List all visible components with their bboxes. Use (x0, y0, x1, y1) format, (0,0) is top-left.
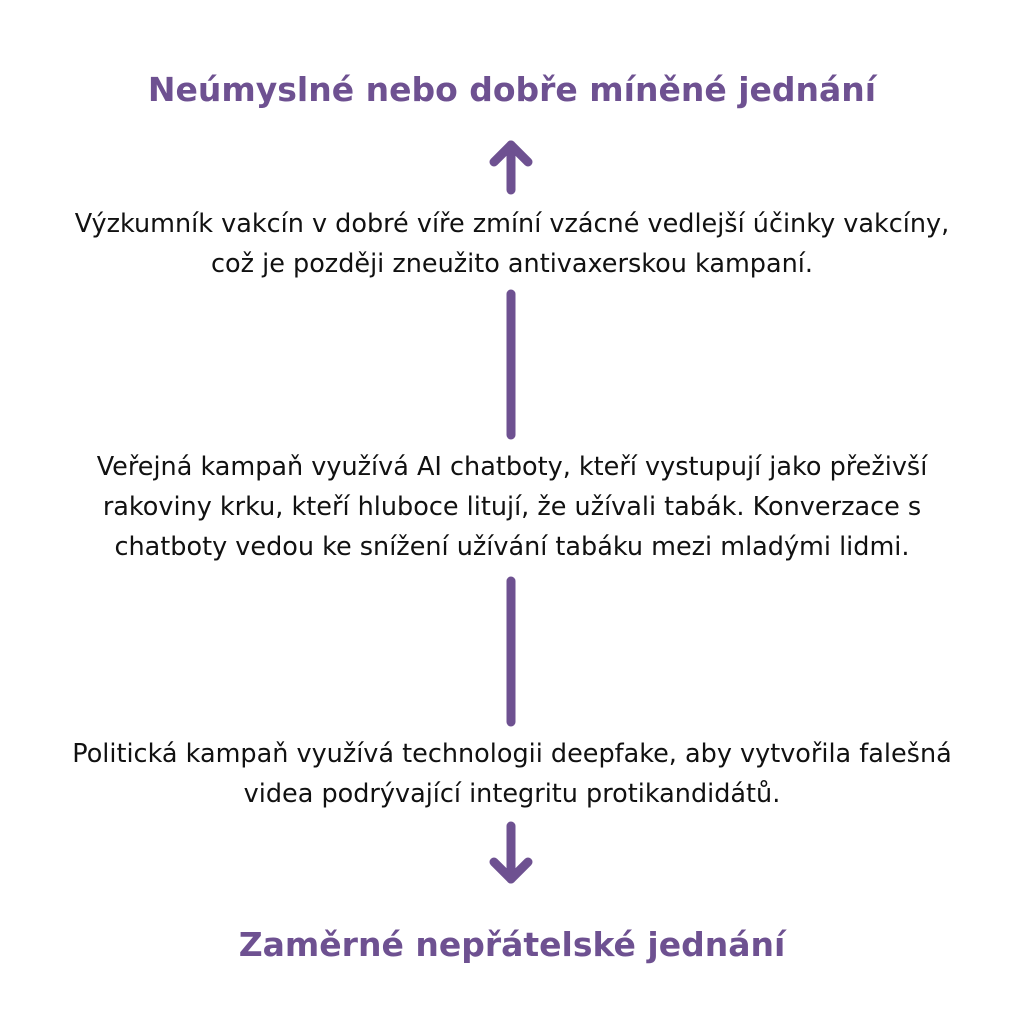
arrow-up-icon (494, 145, 528, 190)
example-line: což je později zneužito antivaxerskou kampaní. (211, 249, 813, 279)
example-line: Veřejná kampaň využívá AI chatboty, kteří vystupují jako přeživší (96, 452, 928, 482)
arrow-down-icon (494, 826, 528, 879)
example-line: chatboty vedou ke snížení užívání tabáku mezi mladými lidmi. (114, 532, 910, 562)
example-line: videa podrývající integritu protikandidátů. (243, 779, 781, 809)
example-line: Výzkumník vakcín v dobré víře zmíní vzácné vedlejší účinky vakcíny, (74, 209, 950, 239)
example-deepfake-campaign (0, 734, 1024, 814)
example-ai-chatbot-campaign (0, 447, 1024, 567)
example-good-faith-vaccine (0, 204, 1024, 284)
example-line: Politická kampaň využívá technologii deepfake, aby vytvořila falešná (72, 739, 952, 769)
bottom-pole-label: Zaměrné nepřátelské jednání (238, 925, 786, 964)
example-line: rakoviny krku, kteří hluboce litují, že užívali tabák. Konverzace s (102, 492, 922, 522)
top-pole-label: Neúmyslné nebo dobře míněné jednání (147, 70, 877, 109)
